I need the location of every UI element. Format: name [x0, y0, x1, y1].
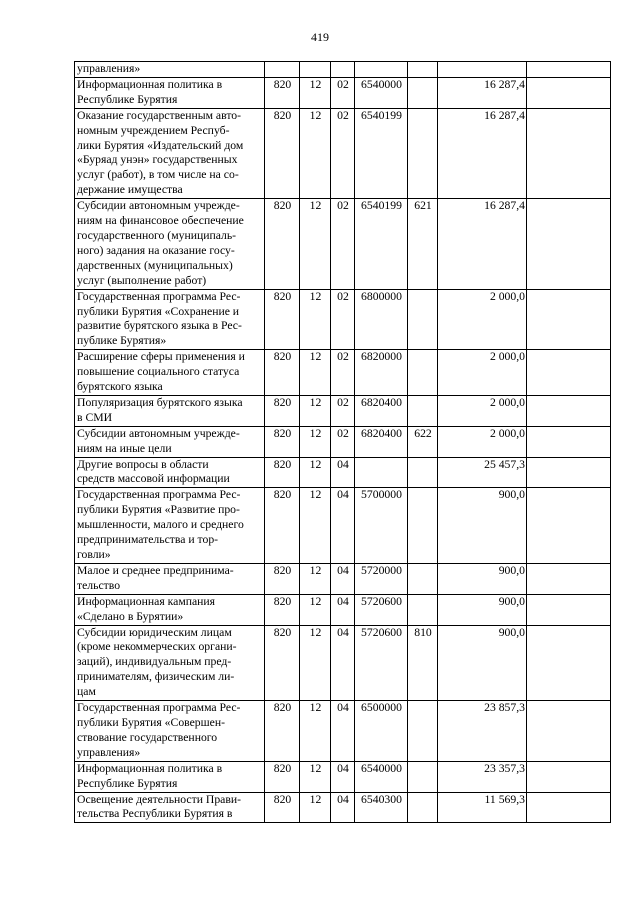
section-code-cell: 12	[300, 488, 331, 564]
expense-type-cell	[408, 563, 438, 594]
subsection-code-cell: 04	[331, 625, 355, 701]
expense-type-cell	[408, 457, 438, 488]
amount-cell: 2 000,0	[438, 350, 527, 396]
section-code-cell: 12	[300, 701, 331, 762]
expense-type-cell	[408, 594, 438, 625]
row-name-cell: Информационная политика в Республике Бурятия	[75, 77, 265, 108]
target-code-cell: 6540199	[355, 108, 408, 198]
empty-cell	[527, 77, 611, 108]
ministry-code-cell: 820	[265, 199, 300, 289]
expense-type-cell: 621	[408, 199, 438, 289]
table-row	[75, 199, 611, 289]
expense-type-cell	[408, 108, 438, 198]
budget-table	[74, 61, 611, 823]
empty-cell	[527, 594, 611, 625]
subsection-code-cell	[331, 62, 355, 78]
amount-cell: 23 857,3	[438, 701, 527, 762]
amount-cell: 900,0	[438, 594, 527, 625]
row-name-cell: Оказание государственным авто- номным учреждением Респуб- лики Бурятия «Издательский дом «Буряад унэн» государственных услуг (работ), в том числе на со- держание имущества	[75, 108, 265, 198]
amount-cell: 16 287,4	[438, 108, 527, 198]
target-code-cell	[355, 457, 408, 488]
row-name-cell: Государственная программа Рес- публики Бурятия «Совершен- ствование государственного управления»	[75, 701, 265, 762]
target-code-cell: 5720000	[355, 563, 408, 594]
section-code-cell: 12	[300, 350, 331, 396]
ministry-code-cell	[265, 62, 300, 78]
amount-cell: 2 000,0	[438, 426, 527, 457]
amount-cell: 25 457,3	[438, 457, 527, 488]
section-code-cell: 12	[300, 395, 331, 426]
page-number: 419	[311, 30, 329, 44]
subsection-code-cell: 02	[331, 395, 355, 426]
ministry-code-cell: 820	[265, 625, 300, 701]
target-code-cell: 6820400	[355, 395, 408, 426]
row-name-cell: Информационная политика в Республике Бурятия	[75, 761, 265, 792]
amount-cell: 2 000,0	[438, 289, 527, 350]
amount-cell: 900,0	[438, 625, 527, 701]
empty-cell	[527, 395, 611, 426]
ministry-code-cell: 820	[265, 108, 300, 198]
ministry-code-cell: 820	[265, 701, 300, 762]
ministry-code-cell: 820	[265, 457, 300, 488]
subsection-code-cell: 02	[331, 77, 355, 108]
row-name-cell: Субсидии автономным учрежде- ниям на финансовое обеспечение государственного (муниципаль- ного) задания на оказание госу- дарственных (муниципальных) услуг (выполнение работ)	[75, 199, 265, 289]
ministry-code-cell: 820	[265, 761, 300, 792]
section-code-cell: 12	[300, 199, 331, 289]
subsection-code-cell: 04	[331, 488, 355, 564]
target-code-cell: 6820400	[355, 426, 408, 457]
ministry-code-cell: 820	[265, 395, 300, 426]
target-code-cell: 5720600	[355, 625, 408, 701]
ministry-code-cell: 820	[265, 350, 300, 396]
subsection-code-cell: 04	[331, 701, 355, 762]
row-name-cell: Государственная программа Рес- публики Бурятия «Развитие про- мышленности, малого и среднего предпринимательства и тор- говли»	[75, 488, 265, 564]
empty-cell	[527, 426, 611, 457]
section-code-cell: 12	[300, 108, 331, 198]
target-code-cell: 6800000	[355, 289, 408, 350]
target-code-cell: 6500000	[355, 701, 408, 762]
expense-type-cell	[408, 77, 438, 108]
expense-type-cell	[408, 62, 438, 78]
table-row	[75, 350, 611, 396]
table-row	[75, 594, 611, 625]
subsection-code-cell: 04	[331, 457, 355, 488]
table-row	[75, 395, 611, 426]
table-row	[75, 563, 611, 594]
ministry-code-cell: 820	[265, 792, 300, 823]
section-code-cell: 12	[300, 563, 331, 594]
target-code-cell: 6540300	[355, 792, 408, 823]
empty-cell	[527, 488, 611, 564]
amount-cell: 23 357,3	[438, 761, 527, 792]
target-code-cell: 6540199	[355, 199, 408, 289]
table-row	[75, 488, 611, 564]
section-code-cell: 12	[300, 594, 331, 625]
table-row	[75, 77, 611, 108]
section-code-cell: 12	[300, 761, 331, 792]
row-name-cell: Субсидии юридическим лицам (кроме некоммерческих органи- заций), индивидуальным пред- принимателям, физическим ли- цам	[75, 625, 265, 701]
expense-type-cell	[408, 701, 438, 762]
empty-cell	[527, 199, 611, 289]
ministry-code-cell: 820	[265, 77, 300, 108]
target-code-cell: 5720600	[355, 594, 408, 625]
expense-type-cell: 622	[408, 426, 438, 457]
amount-cell: 900,0	[438, 563, 527, 594]
subsection-code-cell: 02	[331, 289, 355, 350]
empty-cell	[527, 625, 611, 701]
target-code-cell: 6820000	[355, 350, 408, 396]
subsection-code-cell: 04	[331, 792, 355, 823]
empty-cell	[527, 701, 611, 762]
subsection-code-cell: 04	[331, 563, 355, 594]
section-code-cell: 12	[300, 77, 331, 108]
target-code-cell: 6540000	[355, 77, 408, 108]
row-name-cell: Информационная кампания «Сделано в Бурятии»	[75, 594, 265, 625]
row-name-cell: Популяризация бурятского языка в СМИ	[75, 395, 265, 426]
empty-cell	[527, 563, 611, 594]
amount-cell: 2 000,0	[438, 395, 527, 426]
target-code-cell: 6540000	[355, 761, 408, 792]
empty-cell	[527, 792, 611, 823]
target-code-cell: 5700000	[355, 488, 408, 564]
section-code-cell: 12	[300, 289, 331, 350]
empty-cell	[527, 62, 611, 78]
subsection-code-cell: 02	[331, 350, 355, 396]
row-name-cell: Другие вопросы в области средств массовой информации	[75, 457, 265, 488]
section-code-cell: 12	[300, 792, 331, 823]
table-row	[75, 625, 611, 701]
expense-type-cell	[408, 488, 438, 564]
amount-cell: 16 287,4	[438, 77, 527, 108]
table-row	[75, 108, 611, 198]
amount-cell: 900,0	[438, 488, 527, 564]
section-code-cell	[300, 62, 331, 78]
empty-cell	[527, 761, 611, 792]
subsection-code-cell: 02	[331, 199, 355, 289]
ministry-code-cell: 820	[265, 563, 300, 594]
expense-type-cell	[408, 761, 438, 792]
ministry-code-cell: 820	[265, 426, 300, 457]
amount-cell: 11 569,3	[438, 792, 527, 823]
table-row	[75, 761, 611, 792]
amount-cell	[438, 62, 527, 78]
ministry-code-cell: 820	[265, 289, 300, 350]
expense-type-cell	[408, 350, 438, 396]
row-name-cell: управления»	[75, 62, 265, 78]
row-name-cell: Освещение деятельности Прави- тельства Республики Бурятия в	[75, 792, 265, 823]
target-code-cell	[355, 62, 408, 78]
section-code-cell: 12	[300, 625, 331, 701]
expense-type-cell: 810	[408, 625, 438, 701]
ministry-code-cell: 820	[265, 594, 300, 625]
subsection-code-cell: 02	[331, 426, 355, 457]
empty-cell	[527, 457, 611, 488]
empty-cell	[527, 108, 611, 198]
ministry-code-cell: 820	[265, 488, 300, 564]
table-row	[75, 426, 611, 457]
amount-cell: 16 287,4	[438, 199, 527, 289]
row-name-cell: Государственная программа Рес- публики Бурятия «Сохранение и развитие бурятского языка в Рес- публике Бурятия»	[75, 289, 265, 350]
empty-cell	[527, 350, 611, 396]
table-row	[75, 289, 611, 350]
expense-type-cell	[408, 792, 438, 823]
section-code-cell: 12	[300, 426, 331, 457]
expense-type-cell	[408, 395, 438, 426]
row-name-cell: Малое и среднее предпринима- тельство	[75, 563, 265, 594]
row-name-cell: Субсидии автономным учрежде- ниям на иные цели	[75, 426, 265, 457]
table-row	[75, 792, 611, 823]
table-row	[75, 701, 611, 762]
empty-cell	[527, 289, 611, 350]
expense-type-cell	[408, 289, 438, 350]
subsection-code-cell: 04	[331, 761, 355, 792]
row-name-cell: Расширение сферы применения и повышение социального статуса бурятского языка	[75, 350, 265, 396]
table-row	[75, 62, 611, 78]
table-row	[75, 457, 611, 488]
subsection-code-cell: 04	[331, 594, 355, 625]
subsection-code-cell: 02	[331, 108, 355, 198]
section-code-cell: 12	[300, 457, 331, 488]
